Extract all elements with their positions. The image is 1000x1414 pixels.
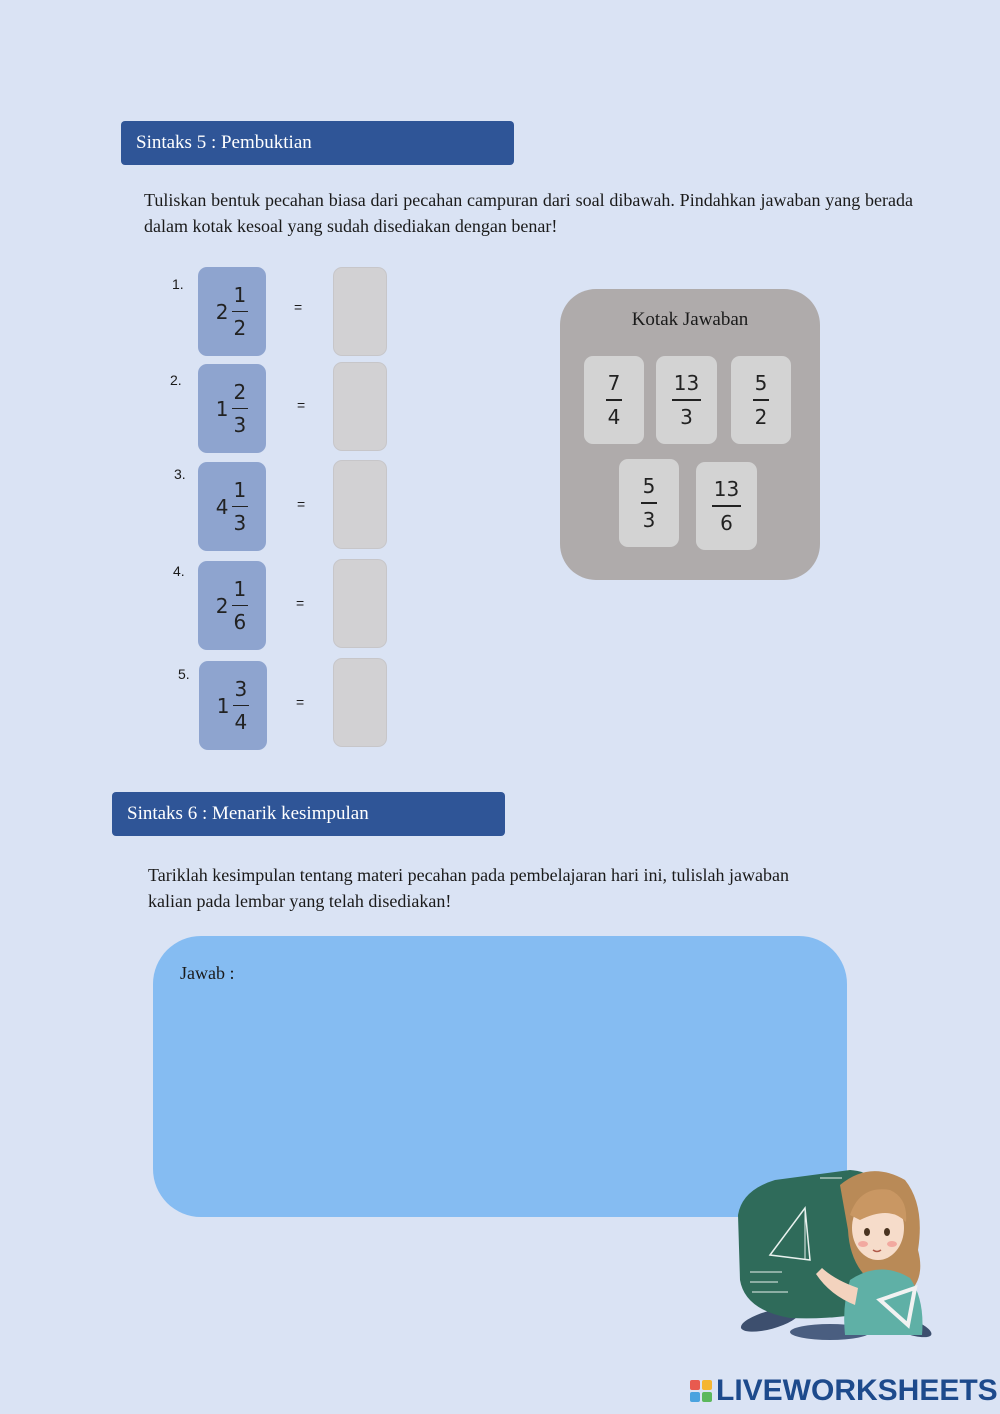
fraction-bar	[641, 502, 658, 504]
fraction-denominator: 3	[642, 507, 656, 532]
fraction-whole: 2	[215, 299, 229, 324]
fraction-denominator: 4	[234, 710, 248, 735]
question-number: 5.	[178, 666, 190, 682]
liveworksheets-logo	[690, 1374, 998, 1408]
fraction-whole: 1	[215, 396, 229, 421]
mixed-fraction	[216, 478, 248, 536]
equals-sign: =	[297, 496, 306, 512]
mixed-fraction	[216, 283, 248, 341]
fraction-whole: 1	[216, 693, 230, 718]
fraction-numerator: 13	[673, 371, 700, 396]
answer-box-title: Kotak Jawaban	[631, 309, 749, 330]
fraction-bar	[232, 311, 249, 313]
answer-drop-zone[interactable]	[333, 559, 387, 648]
fraction-bar	[606, 399, 623, 401]
question-box	[199, 661, 267, 750]
equals-sign: =	[294, 299, 303, 315]
mixed-fraction	[217, 677, 249, 735]
fraction-denominator: 2	[233, 316, 247, 341]
fraction-denominator: 3	[680, 404, 693, 429]
fraction	[753, 371, 770, 429]
fraction-bar	[233, 705, 250, 707]
sintaks6-instruction-line1: Tariklah kesimpulan tentang materi pecahan pada pembelajaran hari ini, tulislah jawaban	[148, 865, 789, 885]
fraction	[232, 577, 249, 635]
fraction-bar	[753, 399, 770, 401]
answer-drop-zone[interactable]	[333, 267, 387, 356]
answer-box	[560, 289, 820, 580]
fraction-denominator: 2	[754, 404, 768, 429]
question-box	[198, 462, 266, 551]
fraction-whole: 2	[215, 593, 229, 618]
sintaks6-instruction-line2: kalian pada lembar yang telah disediakan!	[148, 891, 452, 911]
fraction	[712, 477, 741, 535]
fraction-numerator: 1	[233, 477, 247, 502]
question-number: 1.	[172, 276, 184, 292]
fraction-whole: 4	[215, 494, 229, 519]
fraction-denominator: 3	[233, 413, 247, 438]
answer-option[interactable]	[584, 356, 644, 444]
question-box	[198, 364, 266, 453]
equals-sign: =	[296, 595, 305, 611]
question-box	[198, 267, 266, 356]
mixed-fraction	[216, 380, 248, 438]
fraction	[672, 371, 701, 429]
answer-option[interactable]	[731, 356, 791, 444]
fraction-numerator: 5	[754, 371, 768, 396]
fraction-numerator: 3	[234, 676, 248, 701]
fraction-bar	[232, 408, 249, 410]
fraction	[232, 478, 249, 536]
fraction-numerator: 13	[713, 477, 740, 502]
sintaks6-banner	[112, 792, 505, 836]
question-box	[198, 561, 266, 650]
fraction-denominator: 4	[607, 404, 621, 429]
liveworksheets-logo-text: LIVEWORKSHEETS	[716, 1374, 998, 1407]
fraction-denominator: 6	[233, 610, 247, 635]
fraction-numerator: 1	[233, 576, 247, 601]
fraction	[232, 380, 249, 438]
sintaks6-instruction	[148, 862, 908, 914]
equals-sign: =	[296, 694, 305, 710]
fraction-numerator: 5	[642, 474, 656, 499]
answer-option[interactable]	[619, 459, 679, 547]
sintaks6-title: Sintaks 6 : Menarik kesimpulan	[127, 803, 369, 824]
answer-drop-zone[interactable]	[333, 658, 387, 747]
fraction-bar	[712, 505, 741, 507]
liveworksheets-logo-icon	[690, 1380, 712, 1402]
fraction-denominator: 3	[233, 511, 247, 536]
question-number: 4.	[173, 563, 185, 579]
fraction	[606, 371, 623, 429]
fraction	[641, 474, 658, 532]
question-number: 3.	[174, 466, 186, 482]
fraction-bar	[232, 506, 249, 508]
answer-option[interactable]	[656, 356, 717, 444]
fraction-bar	[232, 605, 249, 607]
jawab-label: Jawab :	[180, 963, 235, 983]
sintaks5-instruction: Tuliskan bentuk pecahan biasa dari pecahan campuran dari soal dibawah. Pindahkan jawaban yang berada dalam kotak kesoal yang sudah disediakan dengan benar!	[144, 190, 913, 236]
answer-drop-zone[interactable]	[333, 362, 387, 451]
fraction-bar	[672, 399, 701, 401]
fraction	[232, 283, 249, 341]
equals-sign: =	[297, 397, 306, 413]
fraction-numerator: 1	[233, 282, 247, 307]
sintaks5-banner	[121, 121, 514, 165]
answer-drop-zone[interactable]	[333, 460, 387, 549]
fraction-numerator: 7	[607, 371, 621, 396]
question-number: 2.	[170, 372, 182, 388]
fraction	[233, 677, 250, 735]
fraction-denominator: 6	[720, 510, 733, 535]
teacher-illustration	[730, 1160, 935, 1345]
answer-option[interactable]	[696, 462, 757, 550]
mixed-fraction	[216, 577, 248, 635]
fraction-numerator: 2	[233, 379, 247, 404]
sintaks5-title: Sintaks 5 : Pembuktian	[136, 132, 312, 153]
